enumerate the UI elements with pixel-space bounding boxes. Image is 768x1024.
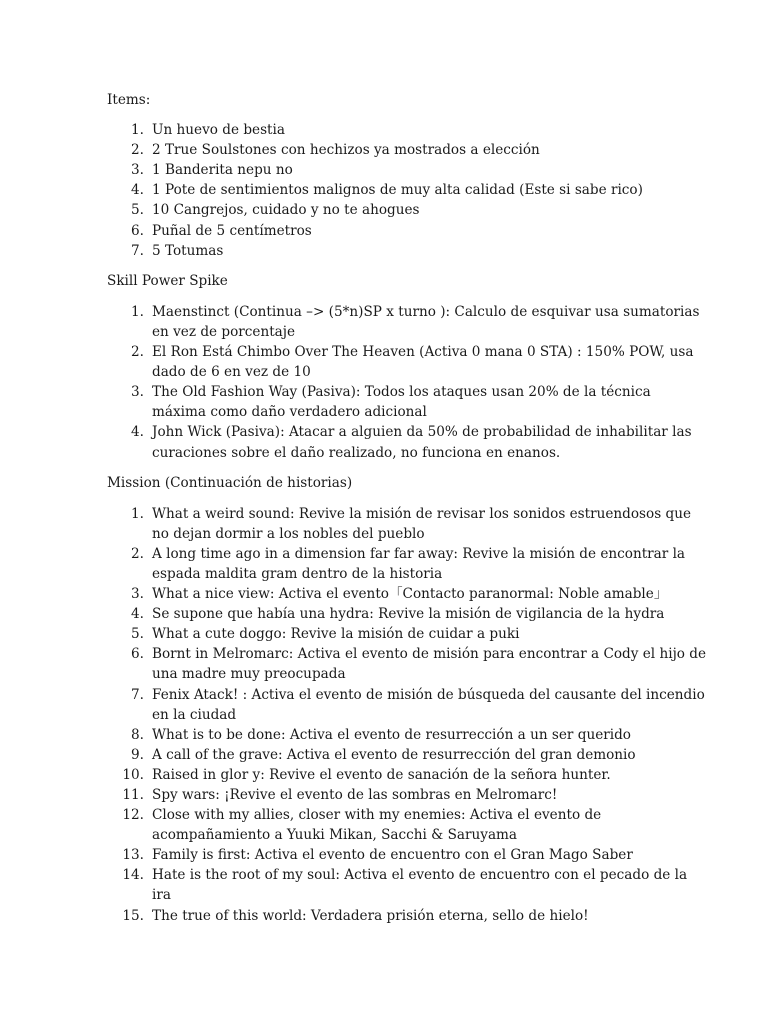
item-text: Fenix Atack! : Activa el evento de misión de búsqueda del causante del incendio en la ciudad [152,686,705,723]
item-number: 11. [122,787,144,803]
items-heading: Items: [107,92,151,108]
mission-heading: Mission (Continuación de historias) [107,474,353,491]
skills-heading: Skill Power Spike [107,272,228,289]
list-item [107,241,708,261]
list-item [107,765,708,785]
item-text: The true of this world: Verdadera prisión eterna, sello de hielo! [152,907,589,924]
mission-list [107,504,708,926]
item-text: What a cute doggo: Revive la misión de cuidar a puki [152,626,520,643]
item-text: What a nice view: Activa el evento「Contacto paranormal: Noble amable」 [152,586,668,603]
list-item [107,624,708,644]
list-item [107,845,708,865]
item-number: 6. [131,646,144,663]
item-text: Close with my allies, closer with my enemies: Activa el evento de acompañamiento a Yuuki Mikan, Sacchi & Saruyama [152,807,602,844]
item-number: 3. [131,586,144,603]
item-text: Un huevo de bestia [152,122,285,139]
item-text: What a weird sound: Revive la misión de revisar los sonidos estruendosos que no dejan dormir a los nobles del pueblo [152,505,692,542]
item-number: 5. [131,202,144,219]
item-text: What is to be done: Activa el evento de resurrección a un ser querido [152,726,631,743]
list-item [107,180,708,200]
item-number: 4. [131,424,144,441]
item-number: 3. [131,384,144,401]
item-number: 13. [122,847,144,864]
list-item [107,604,708,624]
item-number: 8. [131,726,144,743]
item-text: Maenstinct (Continua –> (5*n)SP x turno ): Calculo de esquivar usa sumatorias en vez de porcentaje [152,303,700,340]
list-item [107,160,708,180]
item-number: 6. [131,222,144,239]
list-item [107,725,708,745]
item-number: 3. [131,162,144,179]
item-number: 9. [131,746,144,763]
item-text: Family is first: Activa el evento de encuentro con el Gran Mago Saber [152,847,633,864]
list-item [107,422,708,462]
item-text: 1 Pote de sentimientos malignos de muy alta calidad (Este si sabe rico) [152,182,643,199]
item-text: A long time ago in a dimension far far away: Revive la misión de encontrar la espada maldita gram dentro de la historia [152,545,686,582]
item-number: 5. [131,626,144,643]
item-text: Se supone que había una hydra: Revive la misión de vigilancia de la hydra [152,606,665,623]
list-item [107,805,708,845]
item-text: 1 Banderita nepu no [152,162,293,179]
item-number: 4. [131,606,144,623]
item-number: 2. [131,344,144,361]
list-item [107,685,708,725]
item-number: 1. [131,303,144,320]
item-text: Hate is the root of my soul: Activa el evento de encuentro con el pecado de la ira [152,867,688,904]
list-item [107,140,708,160]
item-text: A call of the grave: Activa el evento de resurrección del gran demonio [152,746,636,763]
item-number: 15. [122,907,144,924]
list-item [107,120,708,140]
list-item [107,745,708,765]
item-text: El Ron Está Chimbo Over The Heaven (Activa 0 mana 0 STA) : 150% POW, usa dado de 6 en vez de 10 [152,344,694,381]
list-item [107,342,708,382]
item-text: 5 Totumas [152,242,224,259]
item-text: Bornt in Melromarc: Activa el evento de misión para encontrar a Cody el hijo de una madre muy preocupada [152,646,707,683]
item-text: Raised in glor y: Revive el evento de sanación de la señora hunter. [152,766,611,783]
item-text: The Old Fashion Way (Pasiva): Todos los ataques usan 20% de la técnica máxima como daño verdadero adicional [152,384,651,421]
item-text: Spy wars: ¡Revive el evento de las sombras en Melromarc! [152,787,558,803]
item-text: Puñal de 5 centímetros [152,222,312,239]
item-number: 14. [122,867,144,884]
items-list [107,120,708,261]
list-item [107,382,708,422]
list-item [107,865,708,905]
item-text: 2 True Soulstones con hechizos ya mostrados a elección [152,142,540,159]
list-item [107,504,708,544]
list-item [107,906,708,926]
item-number: 2. [131,545,144,562]
list-item [107,302,708,342]
item-number: 1. [131,505,144,522]
item-text: John Wick (Pasiva): Atacar a alguien da 50% de probabilidad de inhabilitar las curaciones sobre el daño realizado, no funciona en enanos. [152,424,692,461]
item-number: 10. [122,766,144,783]
list-item [107,584,708,604]
list-item [107,785,708,805]
item-text: 10 Cangrejos, cuidado y no te ahogues [152,202,420,219]
item-number: 12. [122,807,144,824]
item-number: 7. [131,242,144,259]
item-number: 2. [131,142,144,159]
skills-list [107,302,708,463]
list-item [107,200,708,220]
item-number: 7. [131,686,144,703]
item-number: 1. [131,122,144,139]
list-item [107,644,708,684]
item-number: 4. [131,182,144,199]
list-item [107,221,708,241]
list-item [107,544,708,584]
